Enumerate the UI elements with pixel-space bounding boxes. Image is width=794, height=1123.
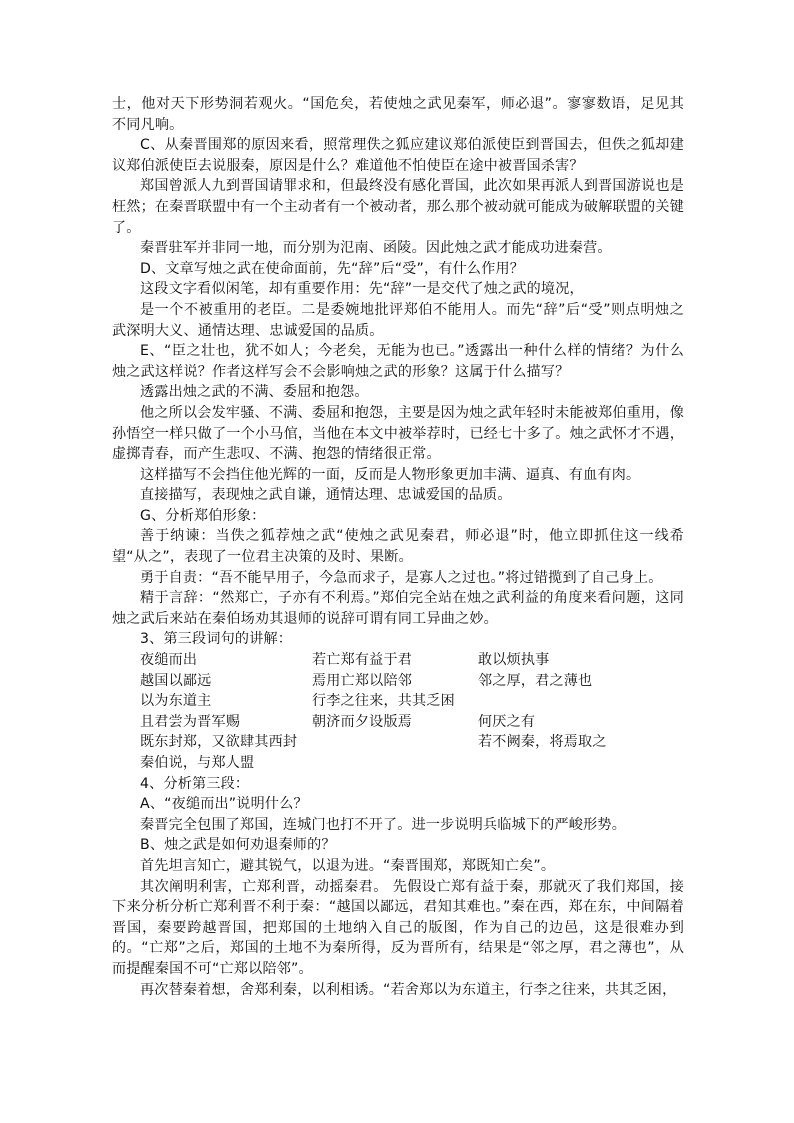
word-row	[112, 732, 684, 753]
question-a: A、“夜缒而出”说明什么？	[140, 796, 308, 813]
word-row	[112, 671, 684, 692]
paragraph: 是一个不被重用的老臣。二是委婉地批评郑伯不能用人。而先“辞”后“受”则点明烛之武深明大义、通情达理、忠诚爱国的品质。	[112, 301, 684, 339]
paragraph: 他之所以会发牢骚、不满、委屈和抱怨，主要是因为烛之武年轻时未能被郑伯重用，像孙悟空一样只做了一个小马倌，当他在本文中被举荐时，已经七十多了。烛之武怀才不遇，虚掷青春，而产生悲叹、不满、抱怨的情绪很正常。	[112, 404, 684, 463]
question-g: G、分析郑伯形象：	[140, 507, 266, 524]
question-b: B、烛之武是如何劝退秦师的？	[140, 837, 336, 854]
word-cell: 夜缒而出	[140, 652, 198, 669]
word-cell: 邻之厚，君之薄也	[478, 672, 593, 689]
paragraph: 透露出烛之武的不满、委屈和抱怨。	[140, 384, 369, 401]
word-row	[112, 712, 684, 733]
page-body	[112, 94, 684, 1000]
question-e: E、“臣之壮也，犹不如人；今老矣，无能为也已。”透露出一种什么样的情绪？为什么烛之武这样说？作者这样写会不会影响烛之武的形象？这属于什么描写？	[112, 343, 684, 380]
paragraph: 善于纳谏：当佚之狐荐烛之武“使烛之武见秦君，师必退”时，他立即抓住这一线希望“从之”，表现了一位君主决策的及时、果断。	[112, 528, 684, 566]
word-cell: 敢以烦执事	[478, 652, 550, 669]
word-row	[112, 691, 684, 712]
word-table	[112, 650, 684, 774]
paragraph: 秦晋驻军并非同一地，而分别为氾南、函陵。因此烛之武才能成功进秦营。	[140, 240, 612, 257]
word-cell: 若不阙秦，将焉取之	[478, 734, 607, 751]
section-heading-3: 3、第三段词句的讲解：	[140, 631, 293, 648]
paragraph: 这段文字看似闲笔，却有重要作用：先“辞”一是交代了烛之武的境况，	[140, 281, 584, 298]
word-cell: 秦伯说，与郑人盟	[140, 755, 255, 771]
word-row	[112, 753, 684, 774]
question-d: D、文章写烛之武在使命面前，先“辞”后“受”，有什么作用？	[140, 260, 525, 277]
word-cell	[478, 691, 648, 712]
word-cell: 且君尝为晋军赐	[140, 713, 241, 730]
paragraph: 这样描写不会挡住他光辉的一面，反而是人物形象更加丰满、逼真、有血有肉。	[140, 466, 641, 483]
paragraph: 其次阐明利害，亡郑利晋，动摇秦君。 先假设亡郑有益于秦，那就灭了我们郑国，接下来分析分析亡郑利晋不利于秦：“越国以鄙远，君知其难也。”秦在西，郑在东，中间隔着晋国，秦要跨越晋国，把郑国的土地纳入自己的版图，作为自己的边邑，这是很难办到的。“亡郑”之后，郑国的土地不为秦所得，反为晋所有，结果是“邻之厚，君之薄也”，从而提醒秦国不可“亡郑以陪邻”。	[112, 878, 684, 977]
word-cell: 以为东道主	[140, 693, 212, 710]
word-cell: 何厌之有	[478, 713, 536, 730]
word-cell: 行李之往来，共其乏困	[312, 693, 455, 710]
word-cell: 焉用亡郑以陪邻	[312, 672, 413, 689]
paragraph: 精于言辞：“然郑亡，子亦有不利焉。”郑伯完全站在烛之武利益的角度来看问题，这同烛之武后来站在秦伯场劝其退师的说辞可谓有同工异曲之妙。	[112, 590, 684, 627]
paragraph: 郑国曾派人九到晋国请罪求和，但最终没有感化晋国，此次如果再派人到晋国游说也是枉然；在秦晋联盟中有一个主动者有一个被动者，那么那个被动就可能成为破解联盟的关键了。	[112, 178, 684, 236]
word-cell: 若亡郑有益于君	[312, 652, 413, 669]
word-cell: 既东封郑，又欲肆其西封	[140, 734, 298, 751]
word-cell: 越国以鄙远	[140, 672, 212, 689]
paragraph: 直接描写，表现烛之武自谦，通情达理、忠诚爱国的品质。	[140, 487, 512, 504]
section-heading-4: 4、分析第三段：	[140, 775, 250, 792]
paragraph: 首先坦言知亡，避其锐气，以退为进。“秦晋围郑，郑既知亡矣”。	[140, 857, 556, 874]
word-cell: 朝济而夕设版焉	[312, 713, 413, 730]
paragraph: 再次替秦着想，舍郑利秦，以利相诱。“若舍郑以为东道主，行李之往来，共其乏困，	[140, 981, 677, 998]
paragraph: 士，他对天下形势洞若观火。“国危矣，若使烛之武见秦军，师必退”。寥寥数语，足见其不同凡响。	[112, 96, 684, 133]
word-row	[112, 650, 684, 671]
paragraph: 秦晋完全包围了郑国，连城门也打不开了。进一步说明兵临城下的严峻形势。	[140, 816, 626, 833]
question-c: C、从秦晋围郑的原因来看，照常理佚之狐应建议郑伯派使臣到晋国去，但佚之狐却建议郑伯派使臣去说服秦，原因是什么？难道他不怕使臣在途中被晋国杀害？	[112, 137, 684, 174]
paragraph: 勇于自责：“吾不能早用子，今急而求子，是寡人之过也。”将过错揽到了自己身上。	[140, 569, 663, 586]
